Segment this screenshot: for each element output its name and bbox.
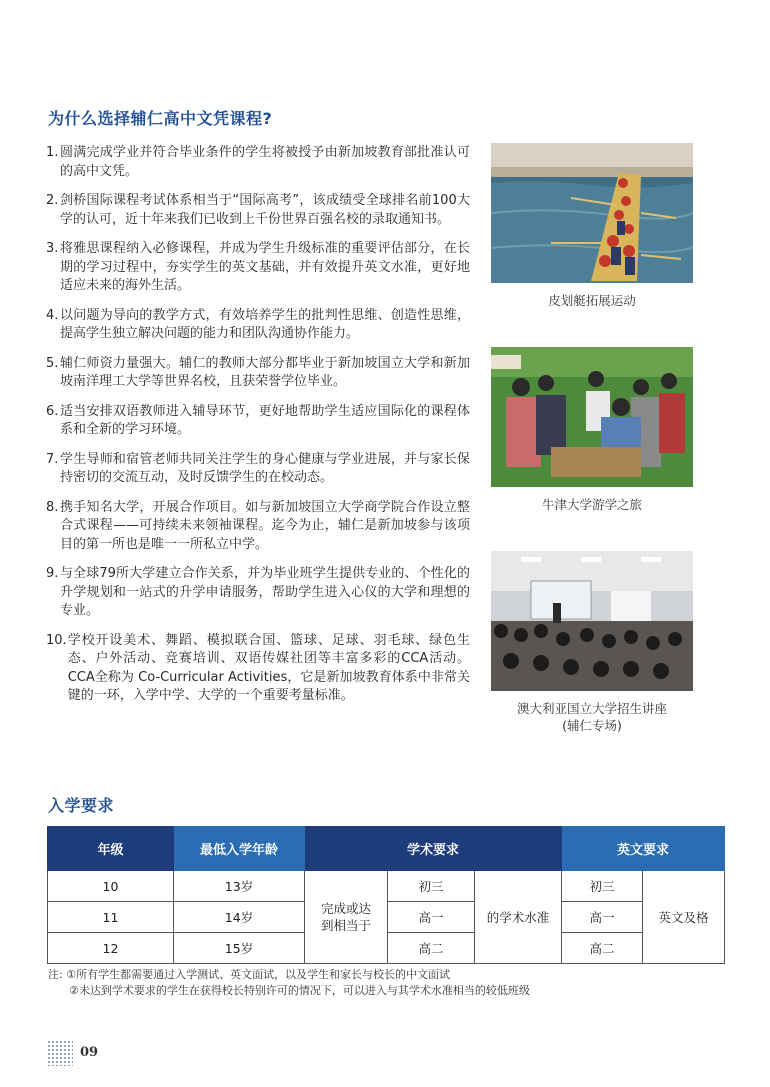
photo-caption: [491, 700, 693, 734]
header-min-age: 最低入学年龄: [174, 827, 305, 871]
students-on-lawn-photo: [491, 347, 693, 487]
photo-caption: 皮划艇拓展运动: [548, 293, 636, 308]
item-number: 2.: [46, 193, 59, 208]
table-header-row: [48, 827, 725, 871]
cell-academic-prefix: 完成或达到相当于: [305, 871, 388, 964]
list-item: [46, 632, 470, 706]
list-item: [46, 307, 470, 344]
section-title-requirements: 入学要求: [48, 796, 115, 815]
item-text: 适当安排双语教师进入辅导环节，更好地帮助学生适应国际化的课程体系和全新的学习环境。: [60, 403, 470, 437]
item-number: 1.: [46, 145, 59, 160]
list-item: [46, 499, 470, 555]
list-item: [46, 192, 470, 229]
list-item: [46, 355, 470, 392]
item-number: 7.: [46, 451, 59, 467]
item-text: 与全球79所大学建立合作关系，并为毕业班学生提供专业的、个性化的升学规划和一站式的升学申请服务，帮助学生进入心仪的大学和理想的专业。: [60, 566, 470, 618]
item-number: 5.: [46, 355, 59, 371]
reasons-list: [46, 144, 470, 706]
cell-english-level: 初三: [562, 871, 643, 902]
dot-pattern-decoration: [47, 1040, 73, 1066]
item-number: 3.: [46, 241, 59, 256]
item-number: 10.: [46, 632, 67, 648]
page-number: 09: [80, 1045, 99, 1060]
item-text: 圆满完成学业并符合毕业条件的学生将被授予由新加坡教育部批准认可的高中文凭。: [60, 145, 470, 179]
header-academic: 学术要求: [305, 827, 562, 871]
item-text: 剑桥国际课程考试体系相当于“国际高考”，该成绩受全球排名前100大学的认可，近十年来我们已收到上千份世界百强名校的录取通知书。: [60, 193, 470, 227]
cell-academic-suffix: 的学术水准: [475, 871, 562, 964]
cell-academic-level: 高一: [388, 902, 475, 933]
caption-line-2: (辅仁专场): [562, 718, 622, 733]
requirements-table: [47, 826, 725, 964]
header-grade: 年级: [48, 827, 174, 871]
cell-english-level: 高一: [562, 902, 643, 933]
dragon-boat-photo: [491, 143, 693, 283]
list-item: [46, 144, 470, 181]
cell-grade: 12: [48, 933, 174, 964]
cell-age: 14岁: [174, 902, 305, 933]
item-text: 辅仁师资力量强大。辅仁的教师大部分都毕业于新加坡国立大学和新加坡南洋理工大学等世界名校，且获荣誉学位毕业。: [60, 355, 470, 389]
item-text: 学校开设美术、舞蹈、模拟联合国、篮球、足球、羽毛球、绿色生态、户外活动、竞赛培训、双语传媒社团等丰富多彩的CCA活动。CCA全称为 Co-Curricular Activities，它是新加坡教育体系中非常关键的一环，入学中学、大学的一个重要考量标准。: [67, 632, 470, 703]
section-title-why: 为什么选择辅仁高中文凭课程?: [48, 109, 273, 128]
item-number: 8.: [46, 499, 59, 515]
footnote-2: ②未达到学术要求的学生在获得校长特别许可的情况下，可以进入与其学术水准相当的较低班级: [69, 984, 530, 997]
item-text: 以问题为导向的教学方式，有效培养学生的批判性思维、创造性思维，提高学生独立解决问题的能力和团队沟通协作能力。: [60, 307, 470, 341]
table-row: [48, 871, 725, 902]
cell-academic-level: 初三: [388, 871, 475, 902]
cell-english-level: 高二: [562, 933, 643, 964]
cell-age: 15岁: [174, 933, 305, 964]
list-item: [46, 451, 470, 488]
cell-grade: 11: [48, 902, 174, 933]
item-number: 6.: [46, 403, 59, 419]
item-text: 学生导师和宿管老师共同关注学生的身心健康与学业进展，并与家长保持密切的交流互动，及时反馈学生的在校动态。: [60, 451, 470, 485]
list-item: [46, 403, 470, 440]
list-item: [46, 565, 470, 621]
cell-age: 13岁: [174, 871, 305, 902]
list-item: [46, 240, 470, 296]
item-text: 将雅思课程纳入必修课程，并成为学生升级标准的重要评估部分，在长期的学习过程中，夯实学生的英文基础，并有效提升英文水准，更好地适应未来的海外生活。: [60, 241, 470, 293]
item-number: 9.: [46, 566, 59, 581]
cell-english-result: 英文及格: [643, 871, 725, 964]
header-english: 英文要求: [562, 827, 725, 871]
item-text: 携手知名大学，开展合作项目。如与新加坡国立大学商学院合作设立整合式课程——可持续未来领袖课程。迄今为止，辅仁是新加坡参与该项目的第一所也是唯一一所私立中学。: [60, 499, 470, 552]
cell-grade: 10: [48, 871, 174, 902]
cell-academic-level: 高二: [388, 933, 475, 964]
caption-line-1: 澳大利亚国立大学招生讲座: [516, 701, 667, 716]
footnote-1: 注: ①所有学生都需要通过入学测试、英文面试，以及学生和家长与校长的中文面试: [48, 968, 451, 981]
lecture-hall-photo: [491, 551, 693, 691]
photo-caption: 牛津大学游学之旅: [541, 497, 642, 512]
footnotes: [48, 967, 530, 999]
item-number: 4.: [46, 307, 59, 323]
